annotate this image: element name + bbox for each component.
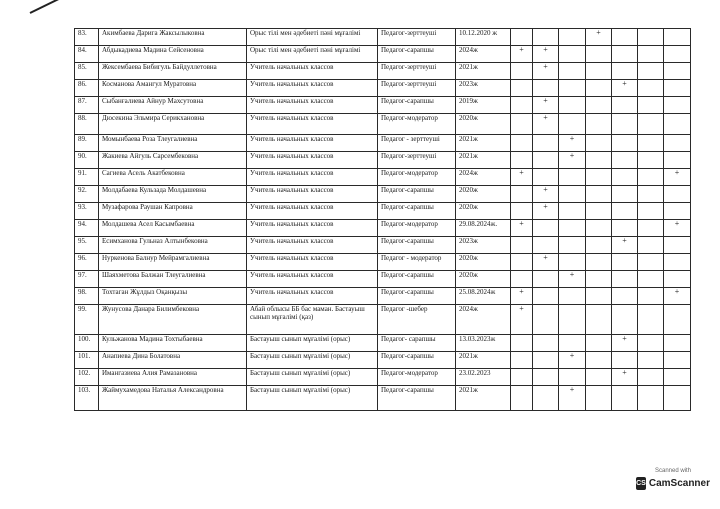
mark-cell xyxy=(612,114,638,135)
mark-cell xyxy=(511,271,533,288)
row-number: 90. xyxy=(75,152,99,169)
teacher-position: Учитель начальных классов xyxy=(247,114,378,135)
mark-cell xyxy=(586,352,612,369)
mark-cell xyxy=(612,186,638,203)
mark-cell xyxy=(638,386,664,411)
mark-cell xyxy=(612,152,638,169)
mark-cell xyxy=(664,369,691,386)
mark-cell xyxy=(559,186,586,203)
teacher-category: Педагог-сарапшы xyxy=(378,237,456,254)
mark-cell xyxy=(664,114,691,135)
row-number: 99. xyxy=(75,305,99,335)
teacher-name: Жексембаева Бибигуль Байдуллетовна xyxy=(99,63,247,80)
teacher-name: Шаяхметова Балжан Тлеугалиевна xyxy=(99,271,247,288)
mark-cell xyxy=(533,352,559,369)
row-number: 89. xyxy=(75,135,99,152)
mark-cell xyxy=(638,369,664,386)
table-row xyxy=(75,335,691,352)
table-row xyxy=(75,369,691,386)
table-row xyxy=(75,220,691,237)
category-date: 2019ж xyxy=(456,97,511,114)
mark-cell xyxy=(586,271,612,288)
teacher-position: Орыс тілі мен әдебиеті пәні мұғалімі xyxy=(247,46,378,63)
row-number: 87. xyxy=(75,97,99,114)
mark-cell xyxy=(511,135,533,152)
mark-cell xyxy=(664,46,691,63)
row-number: 92. xyxy=(75,186,99,203)
mark-cell xyxy=(511,114,533,135)
mark-cell xyxy=(586,288,612,305)
mark-cell xyxy=(612,169,638,186)
mark-cell xyxy=(511,352,533,369)
mark-cell xyxy=(586,386,612,411)
mark-cell xyxy=(638,335,664,352)
mark-cell xyxy=(612,63,638,80)
table-row xyxy=(75,114,691,135)
row-number: 85. xyxy=(75,63,99,80)
teacher-category: Педагог-сарапшы xyxy=(378,203,456,220)
mark-cell xyxy=(664,152,691,169)
mark-cell xyxy=(664,335,691,352)
teacher-name: Жунусова Данара Билимбековна xyxy=(99,305,247,335)
staff-table-container xyxy=(74,28,680,411)
teacher-position: Бастауыш сынып мұғалімі (орыс) xyxy=(247,386,378,411)
staff-table-body xyxy=(75,29,691,411)
mark-cell xyxy=(664,237,691,254)
teacher-category: Педагог-сарапшы xyxy=(378,386,456,411)
mark-cell xyxy=(586,186,612,203)
category-date: 2024ж xyxy=(456,169,511,186)
mark-cell xyxy=(612,352,638,369)
mark-cell: + xyxy=(511,46,533,63)
mark-cell xyxy=(533,271,559,288)
category-date: 2020ж xyxy=(456,186,511,203)
teacher-name: Есимханова Гульназ Алтынбековна xyxy=(99,237,247,254)
mark-cell xyxy=(664,97,691,114)
staff-table xyxy=(74,28,691,411)
teacher-position: Учитель начальных классов xyxy=(247,288,378,305)
teacher-category: Педагог-сарапшы xyxy=(378,186,456,203)
row-number: 97. xyxy=(75,271,99,288)
teacher-name: Молдабаева Кульзада Молдашевна xyxy=(99,186,247,203)
row-number: 88. xyxy=(75,114,99,135)
table-row xyxy=(75,386,691,411)
mark-cell xyxy=(559,237,586,254)
table-row xyxy=(75,63,691,80)
category-date: 2020ж xyxy=(456,203,511,220)
camscanner-brand: CamScanner xyxy=(648,478,710,489)
mark-cell xyxy=(533,288,559,305)
row-number: 91. xyxy=(75,169,99,186)
teacher-position: Бастауыш сынып мұғалімі (орыс) xyxy=(247,369,378,386)
teacher-category: Педагог - модератор xyxy=(378,254,456,271)
mark-cell xyxy=(638,271,664,288)
teacher-category: Педагог-зерттеуші xyxy=(378,29,456,46)
teacher-name: Музафарова Раушан Капровна xyxy=(99,203,247,220)
mark-cell xyxy=(533,369,559,386)
category-date: 10.12.2020 ж xyxy=(456,29,511,46)
mark-cell xyxy=(586,46,612,63)
mark-cell xyxy=(586,114,612,135)
camscanner-watermark xyxy=(636,467,710,499)
category-date: 25.08.2024ж xyxy=(456,288,511,305)
mark-cell xyxy=(533,29,559,46)
mark-cell xyxy=(511,386,533,411)
mark-cell xyxy=(586,335,612,352)
category-date: 2021ж xyxy=(456,152,511,169)
teacher-name: Дюсекина Эльмира Серикхановна xyxy=(99,114,247,135)
mark-cell xyxy=(638,46,664,63)
row-number: 95. xyxy=(75,237,99,254)
teacher-name: Тохтаган Жұлдыз Оқанқызы xyxy=(99,288,247,305)
mark-cell: + xyxy=(559,352,586,369)
teacher-name: Абдыкадиева Мадина Сейсеновна xyxy=(99,46,247,63)
row-number: 96. xyxy=(75,254,99,271)
mark-cell xyxy=(533,237,559,254)
mark-cell xyxy=(612,305,638,335)
teacher-position: Учитель начальных классов xyxy=(247,135,378,152)
mark-cell xyxy=(664,63,691,80)
mark-cell xyxy=(586,254,612,271)
mark-cell xyxy=(638,114,664,135)
table-row xyxy=(75,29,691,46)
category-date: 2021ж xyxy=(456,135,511,152)
mark-cell xyxy=(511,203,533,220)
teacher-name: Имангазиева Алия Рамазановна xyxy=(99,369,247,386)
teacher-category: Педагог-модератор xyxy=(378,369,456,386)
mark-cell xyxy=(559,80,586,97)
row-number: 86. xyxy=(75,80,99,97)
table-row xyxy=(75,254,691,271)
category-date: 29.08.2024ж. xyxy=(456,220,511,237)
mark-cell xyxy=(638,254,664,271)
mark-cell xyxy=(511,254,533,271)
teacher-name: Жакиева Айгуль Сарсембековна xyxy=(99,152,247,169)
mark-cell: + xyxy=(559,152,586,169)
teacher-position: Учитель начальных классов xyxy=(247,169,378,186)
mark-cell xyxy=(533,80,559,97)
mark-cell: + xyxy=(533,46,559,63)
teacher-name: Акимбаева Дарига Жаксылыковна xyxy=(99,29,247,46)
teacher-position: Учитель начальных классов xyxy=(247,271,378,288)
teacher-category: Педагог- сарапшы xyxy=(378,335,456,352)
category-date: 2020ж xyxy=(456,114,511,135)
mark-cell xyxy=(612,97,638,114)
mark-cell xyxy=(612,386,638,411)
teacher-category: Педагог-модератор xyxy=(378,220,456,237)
teacher-category: Педагог-зерттеуші xyxy=(378,80,456,97)
row-number: 103. xyxy=(75,386,99,411)
teacher-position: Учитель начальных классов xyxy=(247,80,378,97)
mark-cell: + xyxy=(533,97,559,114)
teacher-position: Учитель начальных классов xyxy=(247,220,378,237)
teacher-name: Молдашева Асел Касымбаевна xyxy=(99,220,247,237)
mark-cell xyxy=(511,80,533,97)
mark-cell xyxy=(638,220,664,237)
teacher-category: Педагог -шебер xyxy=(378,305,456,335)
mark-cell xyxy=(638,97,664,114)
mark-cell: + xyxy=(664,220,691,237)
mark-cell: + xyxy=(559,271,586,288)
mark-cell xyxy=(664,271,691,288)
row-number: 84. xyxy=(75,46,99,63)
mark-cell xyxy=(612,271,638,288)
mark-cell xyxy=(586,135,612,152)
mark-cell xyxy=(638,186,664,203)
mark-cell: + xyxy=(511,220,533,237)
row-number: 98. xyxy=(75,288,99,305)
mark-cell xyxy=(559,369,586,386)
mark-cell: + xyxy=(533,114,559,135)
teacher-position: Учитель начальных классов xyxy=(247,63,378,80)
mark-cell xyxy=(559,305,586,335)
camscanner-logo-icon: CS xyxy=(636,477,646,490)
mark-cell xyxy=(638,203,664,220)
teacher-name: Жаймухамедова Наталья Александровна xyxy=(99,386,247,411)
row-number: 101. xyxy=(75,352,99,369)
category-date: 2021ж xyxy=(456,352,511,369)
mark-cell xyxy=(612,254,638,271)
mark-cell xyxy=(533,335,559,352)
mark-cell xyxy=(559,63,586,80)
table-row xyxy=(75,169,691,186)
row-number: 93. xyxy=(75,203,99,220)
mark-cell xyxy=(533,386,559,411)
mark-cell: + xyxy=(612,335,638,352)
mark-cell xyxy=(586,152,612,169)
teacher-position: Бастауыш сынып мұғалімі (орыс) xyxy=(247,352,378,369)
mark-cell xyxy=(586,80,612,97)
mark-cell: + xyxy=(511,305,533,335)
teacher-category: Педагог-модератор xyxy=(378,169,456,186)
mark-cell xyxy=(638,63,664,80)
mark-cell xyxy=(638,169,664,186)
mark-cell xyxy=(638,352,664,369)
row-number: 100. xyxy=(75,335,99,352)
mark-cell xyxy=(511,186,533,203)
category-date: 2020ж xyxy=(456,254,511,271)
mark-cell xyxy=(638,237,664,254)
mark-cell xyxy=(586,369,612,386)
table-row xyxy=(75,237,691,254)
row-number: 83. xyxy=(75,29,99,46)
teacher-name: Нуркенова Балнур Мейрамгалиевна xyxy=(99,254,247,271)
teacher-position: Учитель начальных классов xyxy=(247,152,378,169)
mark-cell xyxy=(664,203,691,220)
category-date: 2021ж xyxy=(456,386,511,411)
teacher-category: Педагог-модератор xyxy=(378,114,456,135)
mark-cell xyxy=(559,254,586,271)
mark-cell: + xyxy=(511,288,533,305)
mark-cell xyxy=(559,203,586,220)
table-row xyxy=(75,352,691,369)
teacher-name: Сагиева Асель Акатбековна xyxy=(99,169,247,186)
table-row xyxy=(75,271,691,288)
mark-cell: + xyxy=(533,254,559,271)
table-row xyxy=(75,97,691,114)
category-date: 2024ж xyxy=(456,305,511,335)
mark-cell xyxy=(533,169,559,186)
mark-cell xyxy=(511,335,533,352)
category-date: 13.03.2023ж xyxy=(456,335,511,352)
teacher-position: Учитель начальных классов xyxy=(247,97,378,114)
teacher-position: Абай облысы ББ бас маман. Бастауыш сынып мұғалімі (қаз) xyxy=(247,305,378,335)
mark-cell: + xyxy=(559,135,586,152)
mark-cell xyxy=(559,169,586,186)
mark-cell: + xyxy=(612,369,638,386)
mark-cell xyxy=(664,80,691,97)
mark-cell xyxy=(586,97,612,114)
mark-cell xyxy=(533,135,559,152)
mark-cell xyxy=(511,29,533,46)
mark-cell: + xyxy=(586,29,612,46)
mark-cell xyxy=(559,97,586,114)
mark-cell xyxy=(638,152,664,169)
mark-cell xyxy=(511,97,533,114)
teacher-position: Учитель начальных классов xyxy=(247,237,378,254)
mark-cell: + xyxy=(612,80,638,97)
scanned-with-label: Scanned with xyxy=(654,468,692,474)
mark-cell xyxy=(586,203,612,220)
teacher-position: Учитель начальных классов xyxy=(247,203,378,220)
mark-cell xyxy=(638,29,664,46)
mark-cell xyxy=(638,135,664,152)
mark-cell xyxy=(586,305,612,335)
teacher-category: Педагог-зерттеуші xyxy=(378,152,456,169)
teacher-position: Учитель начальных классов xyxy=(247,186,378,203)
category-date: 2023ж xyxy=(456,237,511,254)
mark-cell xyxy=(586,237,612,254)
mark-cell xyxy=(664,386,691,411)
row-number: 94. xyxy=(75,220,99,237)
mark-cell xyxy=(559,220,586,237)
mark-cell: + xyxy=(533,203,559,220)
mark-cell xyxy=(511,237,533,254)
table-row xyxy=(75,305,691,335)
teacher-category: Педагог-сарапшы xyxy=(378,271,456,288)
mark-cell xyxy=(511,369,533,386)
table-row xyxy=(75,152,691,169)
teacher-category: Педагог-зерттеуші xyxy=(378,63,456,80)
mark-cell: + xyxy=(664,288,691,305)
mark-cell xyxy=(612,220,638,237)
mark-cell xyxy=(612,288,638,305)
table-row xyxy=(75,80,691,97)
mark-cell xyxy=(559,29,586,46)
mark-cell xyxy=(638,305,664,335)
mark-cell xyxy=(511,63,533,80)
teacher-category: Педагог-сарапшы xyxy=(378,352,456,369)
mark-cell xyxy=(638,80,664,97)
teacher-category: Педагог-сарапшы xyxy=(378,97,456,114)
mark-cell xyxy=(664,135,691,152)
mark-cell xyxy=(612,46,638,63)
teacher-category: Педагог-сарапшы xyxy=(378,46,456,63)
mark-cell xyxy=(612,203,638,220)
category-date: 23.02.2023 xyxy=(456,369,511,386)
mark-cell xyxy=(612,29,638,46)
mark-cell xyxy=(638,288,664,305)
mark-cell xyxy=(511,152,533,169)
mark-cell: + xyxy=(612,237,638,254)
mark-cell: + xyxy=(533,63,559,80)
category-date: 2023ж xyxy=(456,80,511,97)
mark-cell: + xyxy=(511,169,533,186)
mark-cell xyxy=(559,46,586,63)
mark-cell xyxy=(586,63,612,80)
row-number: 102. xyxy=(75,369,99,386)
mark-cell xyxy=(559,114,586,135)
mark-cell xyxy=(586,220,612,237)
teacher-name: Косманова Амангул Муратовна xyxy=(99,80,247,97)
teacher-category: Педагог - зерттеуші xyxy=(378,135,456,152)
mark-cell: + xyxy=(533,186,559,203)
teacher-category: Педагог-сарапшы xyxy=(378,288,456,305)
mark-cell xyxy=(533,305,559,335)
mark-cell: + xyxy=(559,386,586,411)
mark-cell xyxy=(664,352,691,369)
teacher-name: Момынбаева Роза Тлеугалиевна xyxy=(99,135,247,152)
pen-mark xyxy=(30,0,92,14)
mark-cell xyxy=(533,152,559,169)
mark-cell xyxy=(664,305,691,335)
teacher-position: Бастауыш сынып мұғалімі (орыс) xyxy=(247,335,378,352)
teacher-position: Орыс тілі мен әдебиеті пәні мұғалімі xyxy=(247,29,378,46)
mark-cell xyxy=(664,254,691,271)
table-row xyxy=(75,203,691,220)
category-date: 2024ж xyxy=(456,46,511,63)
mark-cell: + xyxy=(664,169,691,186)
category-date: 2021ж xyxy=(456,63,511,80)
table-row xyxy=(75,186,691,203)
mark-cell xyxy=(559,335,586,352)
mark-cell xyxy=(533,220,559,237)
teacher-name: Сыбанғалиева Айнур Махсутовна xyxy=(99,97,247,114)
mark-cell xyxy=(664,186,691,203)
mark-cell xyxy=(586,169,612,186)
mark-cell xyxy=(664,29,691,46)
table-row xyxy=(75,288,691,305)
teacher-name: Анапиева Дина Болатовна xyxy=(99,352,247,369)
mark-cell xyxy=(612,135,638,152)
mark-cell xyxy=(559,288,586,305)
teacher-position: Учитель начальных классов xyxy=(247,254,378,271)
table-row xyxy=(75,135,691,152)
category-date: 2020ж xyxy=(456,271,511,288)
table-row xyxy=(75,46,691,63)
teacher-name: Кульжанова Мадина Тохтыбаевна xyxy=(99,335,247,352)
